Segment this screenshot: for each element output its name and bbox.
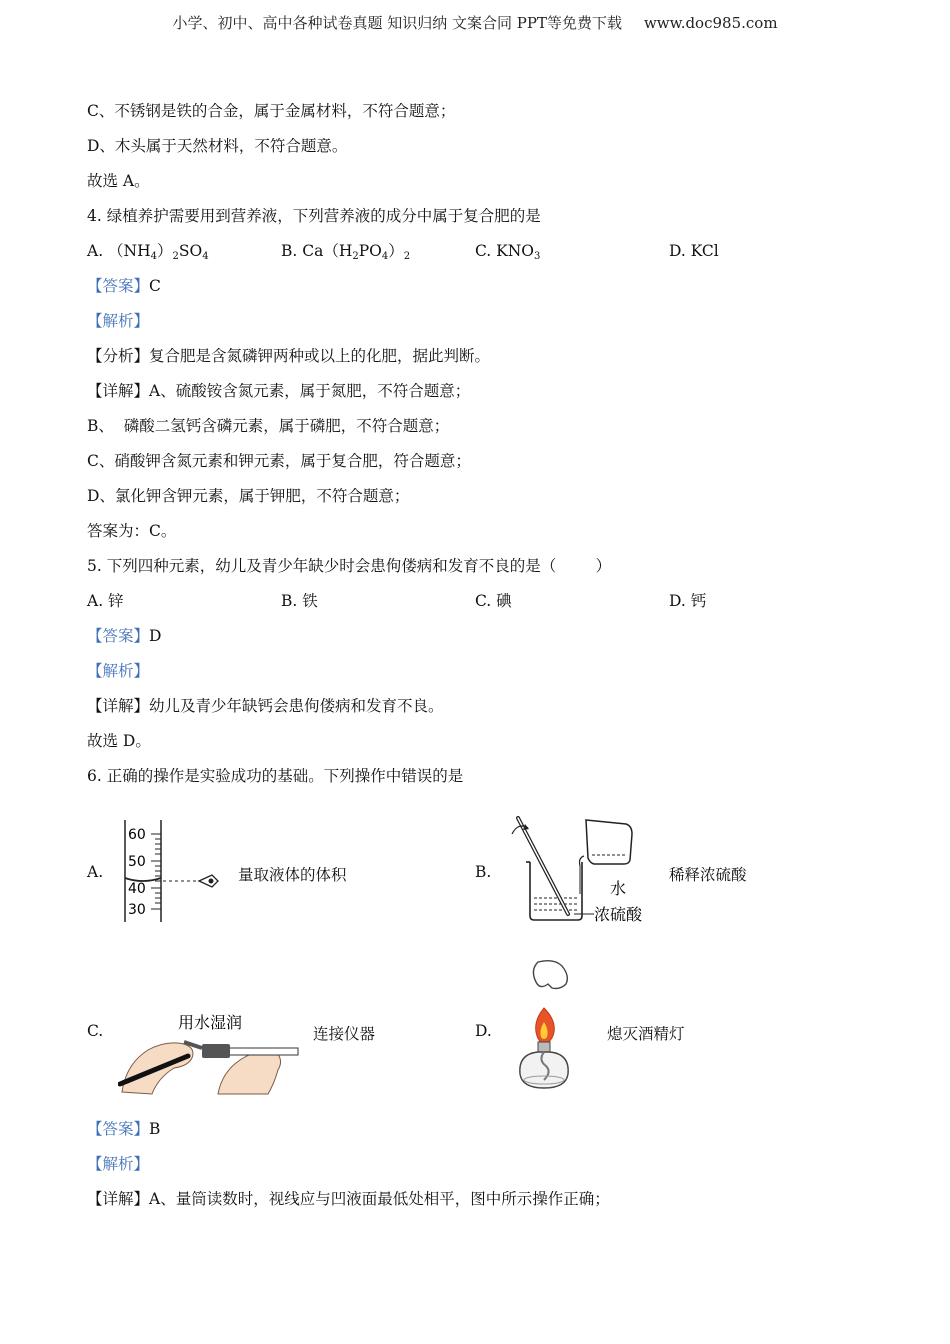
q3-option-d-explain: D、木头属于天然材料，不符合题意。 <box>87 137 348 155</box>
q6-option-c-letter: C. <box>87 1022 104 1040</box>
cylinder-tick-50: 50 <box>128 854 146 870</box>
q6-alcohol-lamp-figure <box>508 956 578 1096</box>
q5-option-d: D. 钙 <box>669 592 707 610</box>
lamp-cap-icon <box>533 961 567 989</box>
page-header <box>0 12 950 33</box>
q4-option-a: A. $(NH_4)_2SO_4$ <box>87 242 209 262</box>
q6-option-d-label: 熄灭酒精灯 <box>607 1025 685 1043</box>
fig-label-acid: 浓硫酸 <box>594 905 643 924</box>
q5-analysis-tag: 【解析】 <box>87 662 150 680</box>
q4-stem: 4. 绿植养护需要用到营养液，下列营养液的成分中属于复合肥的是 <box>87 207 541 225</box>
q3-option-c-explain: C、不锈钢是铁的合金，属于金属材料，不符合题意； <box>87 102 456 120</box>
q4-detail-c: C、硝酸钾含氮元素和钾元素，属于复合肥，符合题意； <box>87 452 471 470</box>
q6-cylinder-figure <box>115 818 225 926</box>
q5-stem: 5. 下列四种元素，幼儿及青少年缺少时会患佝偻病和发育不良的是（ ） <box>87 557 612 575</box>
fig-label-water: 水 <box>610 879 627 898</box>
q5-answer: 【答案】D <box>87 627 162 645</box>
q4-option-b: B. $Ca(H_2PO_4)_2$ <box>281 242 411 262</box>
q6-detail-a: 【详解】A、量筒读数时，视线应与凹液面最低处相平，图中所示操作正确； <box>87 1190 610 1208</box>
q4-option-d: D. KCl <box>669 242 719 260</box>
q5-option-c: C. 碘 <box>475 592 512 610</box>
q5-conclusion: 故选 D。 <box>87 732 151 750</box>
q6-dilution-figure <box>508 810 658 930</box>
header-text: 小学、初中、高中各种试卷真题 知识归纳 文案合同 PPT等免费下载 <box>172 14 622 32</box>
q4-detail-d: D、氯化钾含钾元素，属于钾肥，不符合题意； <box>87 487 410 505</box>
fig-label-wet: 用水湿润 <box>178 1013 243 1032</box>
q6-analysis-tag: 【解析】 <box>87 1155 150 1173</box>
q6-option-b-letter: B. <box>475 863 492 881</box>
q4-detail-b: B、 磷酸二氢钙含磷元素，属于磷肥，不符合题意； <box>87 417 450 435</box>
cylinder-tick-30: 30 <box>128 902 146 918</box>
q5-detail: 【详解】幼儿及青少年缺钙会患佝偻病和发育不良。 <box>87 697 444 715</box>
cylinder-tick-60: 60 <box>128 827 146 843</box>
q4-option-c: C. $KNO_3$ <box>475 242 541 262</box>
q6-option-a-label: 量取液体的体积 <box>238 866 347 884</box>
q6-connect-figure <box>118 1008 300 1096</box>
q3-conclusion: 故选 A。 <box>87 172 150 190</box>
q6-option-a-letter: A. <box>87 863 104 881</box>
q6-option-c-label: 连接仪器 <box>313 1025 376 1043</box>
q4-analysis-tag: 【解析】 <box>87 312 150 330</box>
q6-answer: 【答案】B <box>87 1120 161 1138</box>
q6-stem: 6. 正确的操作是实验成功的基础。下列操作中错误的是 <box>87 767 464 785</box>
q4-fenxi: 【分析】复合肥是含氮磷钾两种或以上的化肥，据此判断。 <box>87 347 491 365</box>
q6-option-b-label: 稀释浓硫酸 <box>669 866 747 884</box>
q4-answer: 【答案】C <box>87 277 161 295</box>
q5-option-a: A. 锌 <box>87 592 124 610</box>
q5-option-b: B. 铁 <box>281 592 318 610</box>
q4-conclusion: 答案为：C。 <box>87 522 177 540</box>
q4-detail-a: 【详解】A、硫酸铵含氮元素，属于氮肥，不符合题意； <box>87 382 471 400</box>
header-site: www.doc985.com <box>643 14 778 32</box>
cylinder-tick-40: 40 <box>128 881 146 897</box>
q6-option-d-letter: D. <box>475 1022 492 1040</box>
